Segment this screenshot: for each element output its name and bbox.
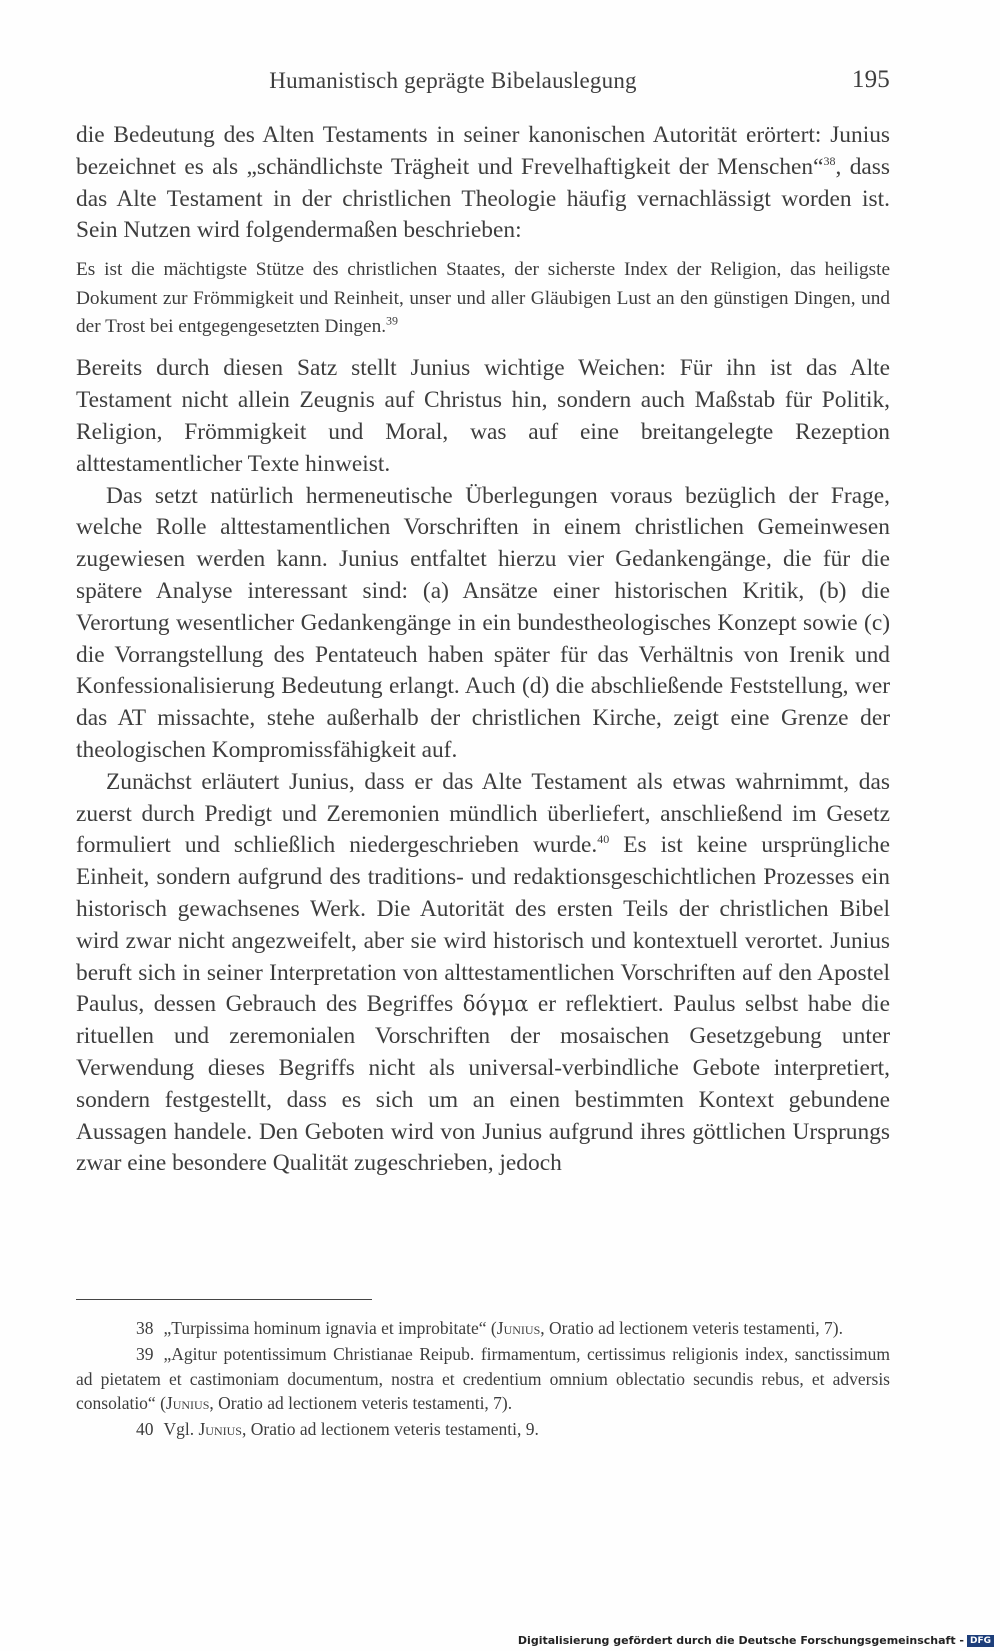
footnote-ref-39: 39 [386, 313, 399, 328]
footnote-text: , Oratio ad lectionem veteris testamenti, 7). [540, 1318, 843, 1338]
page-number: 195 [851, 66, 890, 93]
paragraph-1-text-a: die Bedeutung des Alten Testaments in seiner kanonischen Autorität erörtert: Junius bezeichnet es als „schändlichste Trägheit und Frevelhaftigkeit der Menschen“ [76, 122, 890, 180]
page-header [76, 66, 890, 98]
footnote-text: , Oratio ad lectionem veteris testamenti, 7). [209, 1392, 513, 1413]
digitization-credit [518, 1634, 994, 1647]
footnote-text: „Agitur potentissimum Christianae Reipub. firmamentum, certissimus religionis index, sanctissimum ad pietatem et castimoniam documentum, nostra et credentium omnium oblectatio secundis rebus, et adversis consolatio“ ( [76, 1344, 890, 1413]
paragraph-1-text-b: , dass das Alte Testament in der christlichen Theologie häufig vernachlässigt worden ist. Sein Nutzen wird folgendermaßen beschrieben: [76, 153, 890, 244]
greek-term: δόγμα [462, 992, 529, 1017]
dfg-logo: DFG [967, 1635, 994, 1647]
footnote-40 [76, 1417, 890, 1441]
footnote-number: 39 [136, 1344, 154, 1365]
credit-text: Digitalisierung gefördert durch die Deutsche Forschungsgemeinschaft - [517, 1634, 964, 1647]
footnote-ref-40: 40 [597, 832, 610, 847]
footnote-text: Vgl. [163, 1419, 199, 1440]
block-quote [76, 256, 890, 341]
block-quote-text: Es ist die mächtigste Stütze des christlichen Staates, der sicherste Index der Religion, das heiligste Dokument zur Frömmigkeit und Reinheit, unser und aller Gläubigen Lust an den günstigen Dingen, und der Trost bei entgegengesetzten Dingen. [76, 259, 890, 337]
paragraph-4-text-c: er reflektiert. Paulus selbst habe die rituellen und zeremonialen Vorschriften der mosaischen Gesetzgebung unter Verwendung dieses Begriffs nicht als universal-verbindliche Gebote interpretiert, sondern festgestellt, dass es sich um an einen bestimmten Kontext gebundene Aussagen handele. Den Geboten wird von Junius aufgrund ihres göttlichen Ursprungs zwar eine besondere Qualität zugeschrieben, jedoch [76, 991, 891, 1177]
footnote-39 [76, 1342, 890, 1415]
paragraph-4-text-b: Es ist keine ursprüngliche Einheit, sondern aufgrund des traditions- und redaktionsgeschichtlichen Prozesses ein historisch gewachsenes Werk. Die Autorität des ersten Teils der christlichen Bibel wird zwar nicht angezweifelt, aber sie wird historisch und kontextuell verortet. Junius beruft sich in seiner Interpretation von alttestamentlichen Vorschriften auf den Apostel Paulus, dessen Gebrauch des Begriffes [76, 832, 890, 1018]
footnote-number: 40 [136, 1419, 154, 1440]
paragraph-4-text-a: Zunächst erläutert Junius, dass er das Alte Testament als etwas wahrnimmt, das zuerst durch Predigt und Zeremonien mündlich überliefert, anschließend im Gesetz formuliert und schließlich niedergeschrieben wurde. [76, 768, 890, 859]
paragraph-1 [76, 120, 890, 247]
footnote-author: Junius [496, 1318, 541, 1338]
running-head: Humanistisch geprägte Bibelauslegung [269, 68, 637, 93]
paragraph-4 [76, 767, 890, 1180]
footnote-author: Junius [165, 1392, 210, 1413]
footnote-author: Junius [198, 1419, 242, 1440]
footnotes [76, 1316, 890, 1443]
footnote-text: „Turpissima hominum ignavia et improbitate“ ( [163, 1318, 497, 1338]
paragraph-3: Das setzt natürlich hermeneutische Überlegungen voraus bezüglich der Frage, welche Rolle alttestamentlichen Vorschriften in einem christlichen Gemeinwesen zugewiesen werden kann. Junius entfaltet hierzu vier Gedankengänge, die für die spätere Analyse interessant sind: (a) Ansätze einer historischen Kritik, (b) die Verortung wesentlicher Gedankengänge in ein bundestheologisches Konzept sowie (c) die Vorrangstellung des Pentateuch haben später für das Verhältnis von Irenik und Konfessionalisierung Bedeutung erlangt. Auch (d) die abschließende Feststellung, wer das AT missachte, stehe außerhalb der christlichen Kirche, zeigt eine Grenze der theologischen Kompromissfähigkeit auf. [76, 482, 890, 763]
footnote-number: 38 [136, 1318, 154, 1338]
footnote-38 [76, 1316, 890, 1340]
footnote-ref-38: 38 [823, 154, 836, 168]
footnote-separator [76, 1299, 372, 1300]
footnote-text: , Oratio ad lectionem veteris testamenti, 9. [241, 1419, 539, 1440]
paragraph-2: Bereits durch diesen Satz stellt Junius wichtige Weichen: Für ihn ist das Alte Testament nicht allein Zeugnis auf Christus hin, sondern auch Maßstab für Politik, Religion, Frömmigkeit und Moral, was auf eine breitangelegte Rezeption alttestamentlicher Texte hinweist. [76, 355, 890, 477]
main-text [76, 120, 890, 1180]
